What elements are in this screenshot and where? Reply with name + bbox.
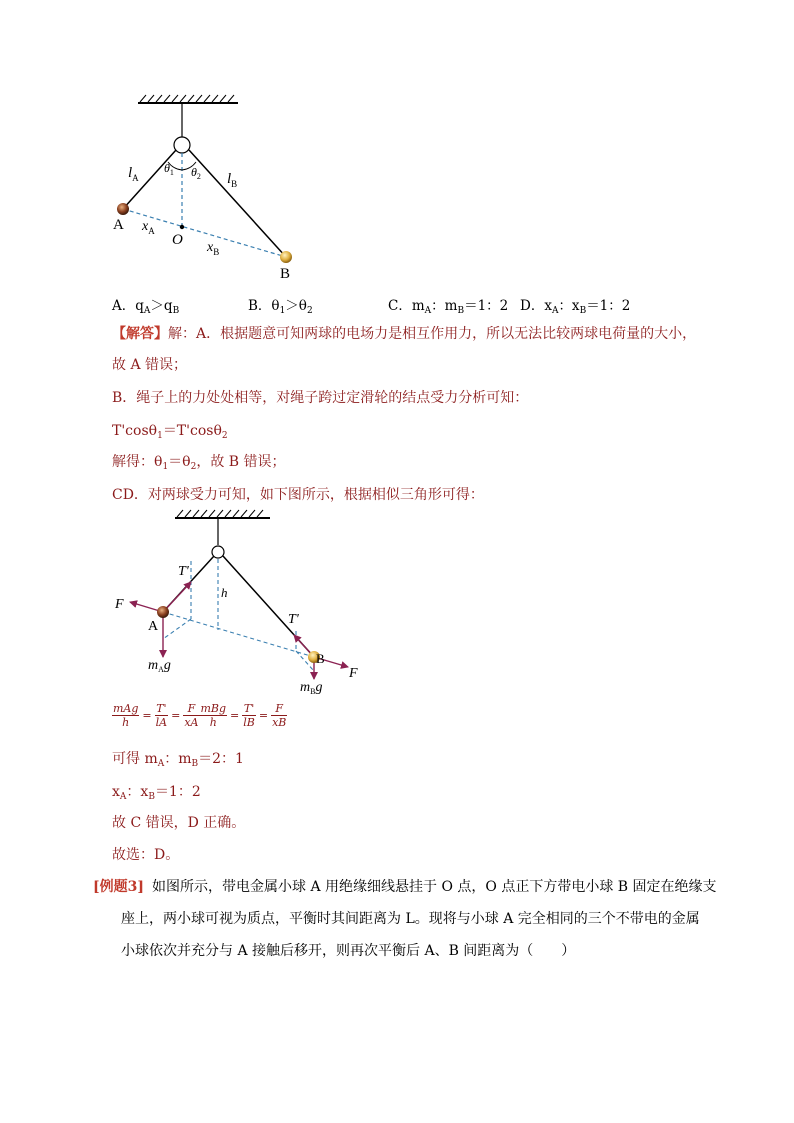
choice-c[interactable]: C．$m_A$：$m_B=1$：2 (388, 298, 509, 316)
label-o: O (172, 232, 183, 248)
label-mag: $m_Ag$ (148, 658, 171, 674)
choice-d[interactable]: D．$x_A$：$x_B=1$：2 (520, 298, 631, 316)
label-mbg: $m_Bg$ (300, 680, 323, 696)
answer-line-2: 故 A 错误； (112, 357, 188, 373)
figure-2-force-diagram (105, 505, 370, 700)
label-t-prime-b: T' (288, 612, 299, 627)
label-f-a: F (115, 597, 124, 612)
answer-line-10: 故 C 错误，D 正确。 (112, 815, 246, 831)
label-b-2: B (316, 651, 325, 666)
answer-line-8: 可得 $m_A$：$m_B=2$：1 (112, 751, 244, 769)
ball-a (117, 203, 129, 215)
label-theta1: $\theta_1$ (164, 161, 174, 177)
example-3-line-2: 座上，两小球可视为质点，平衡时其间距离为 L。现将与小球 A 完全相同的三个不带电的金属 (121, 911, 700, 927)
answer-line-9: $x_A$：$x_B=1$：2 (112, 784, 201, 802)
label-lb: $l_B$ (227, 171, 238, 189)
fraction-f-xa: $\frac{F}{xA}$ (184, 702, 199, 729)
label-xa: $x_A$ (142, 219, 155, 236)
figure-1-pendulum (100, 90, 320, 290)
fraction-t-lb: $\frac{T'}{lB}$ (243, 702, 255, 729)
label-a-2: A (148, 619, 159, 634)
ratio-equation: $\frac{\text{mAg}}{h}$ = $\frac{T'}{lA}$ = $\frac{F}{xA}$ $\frac{\text{mBg}}{h}$ = $\frac{T'}{lB}$ = $\frac{F}{xB}$ (113, 702, 287, 729)
answer-line-4: T'cosθ$_1$＝T'cosθ$_2$ (112, 423, 228, 441)
choice-a[interactable]: A．$q_A>q_B$ (112, 298, 180, 316)
label-t-prime-a: T' (178, 564, 189, 579)
answer-line-3: B．绳子上的力处处相等，对绳子跨过定滑轮的结点受力分析可知： (112, 390, 529, 406)
string-b (189, 150, 286, 257)
label-la: $l_A$ (128, 165, 139, 183)
fraction-t-la: $\frac{T'}{lA}$ (155, 702, 168, 729)
ceiling-2 (175, 510, 270, 518)
answer-line-11: 故选：D。 (112, 847, 180, 863)
example-3-line-1: [例题3] 如图所示，带电金属小球 A 用绝缘细线悬挂于 O 点，O 点正下方带电小球 B 固定在绝缘支 (93, 879, 717, 895)
example-3-tag: [例题3] (93, 879, 144, 895)
answer-line-1: 【解答】解：A．根据题意可知两球的电场力是相互作用力，所以无法比较两球电荷量的大小， (112, 326, 697, 342)
ceiling (138, 95, 238, 103)
label-b: B (280, 266, 291, 282)
label-theta2: $\theta_2$ (191, 165, 201, 181)
label-h: h (221, 585, 228, 600)
example-3-line-3: 小球依次并充分与 A 接触后移开，则再次平衡后 A、B 间距离为（ ） (121, 943, 576, 959)
ball-a-2 (157, 606, 169, 618)
ball-b (280, 251, 292, 263)
answer-line-6: CD．对两球受力可知，如下图所示，根据相似三角形可得： (112, 487, 484, 503)
answer-line-5: 解得：$\theta_1=\theta_2$，故 B 错误； (112, 454, 286, 472)
label-f-b: F (349, 666, 358, 681)
label-a: A (113, 217, 124, 233)
choice-b[interactable]: B．$\theta_1>\theta_2$ (248, 298, 313, 316)
label-xb: $x_B$ (207, 240, 220, 257)
fraction-mbg-h: $\frac{\text{mBg}}{h}$ (200, 702, 227, 729)
point-o (180, 225, 184, 229)
fraction-mag-h: $\frac{\text{mAg}}{h}$ (113, 702, 139, 729)
fraction-f-xb: $\frac{F}{xB}$ (272, 702, 287, 729)
answer-tag: 【解答】 (112, 326, 168, 342)
